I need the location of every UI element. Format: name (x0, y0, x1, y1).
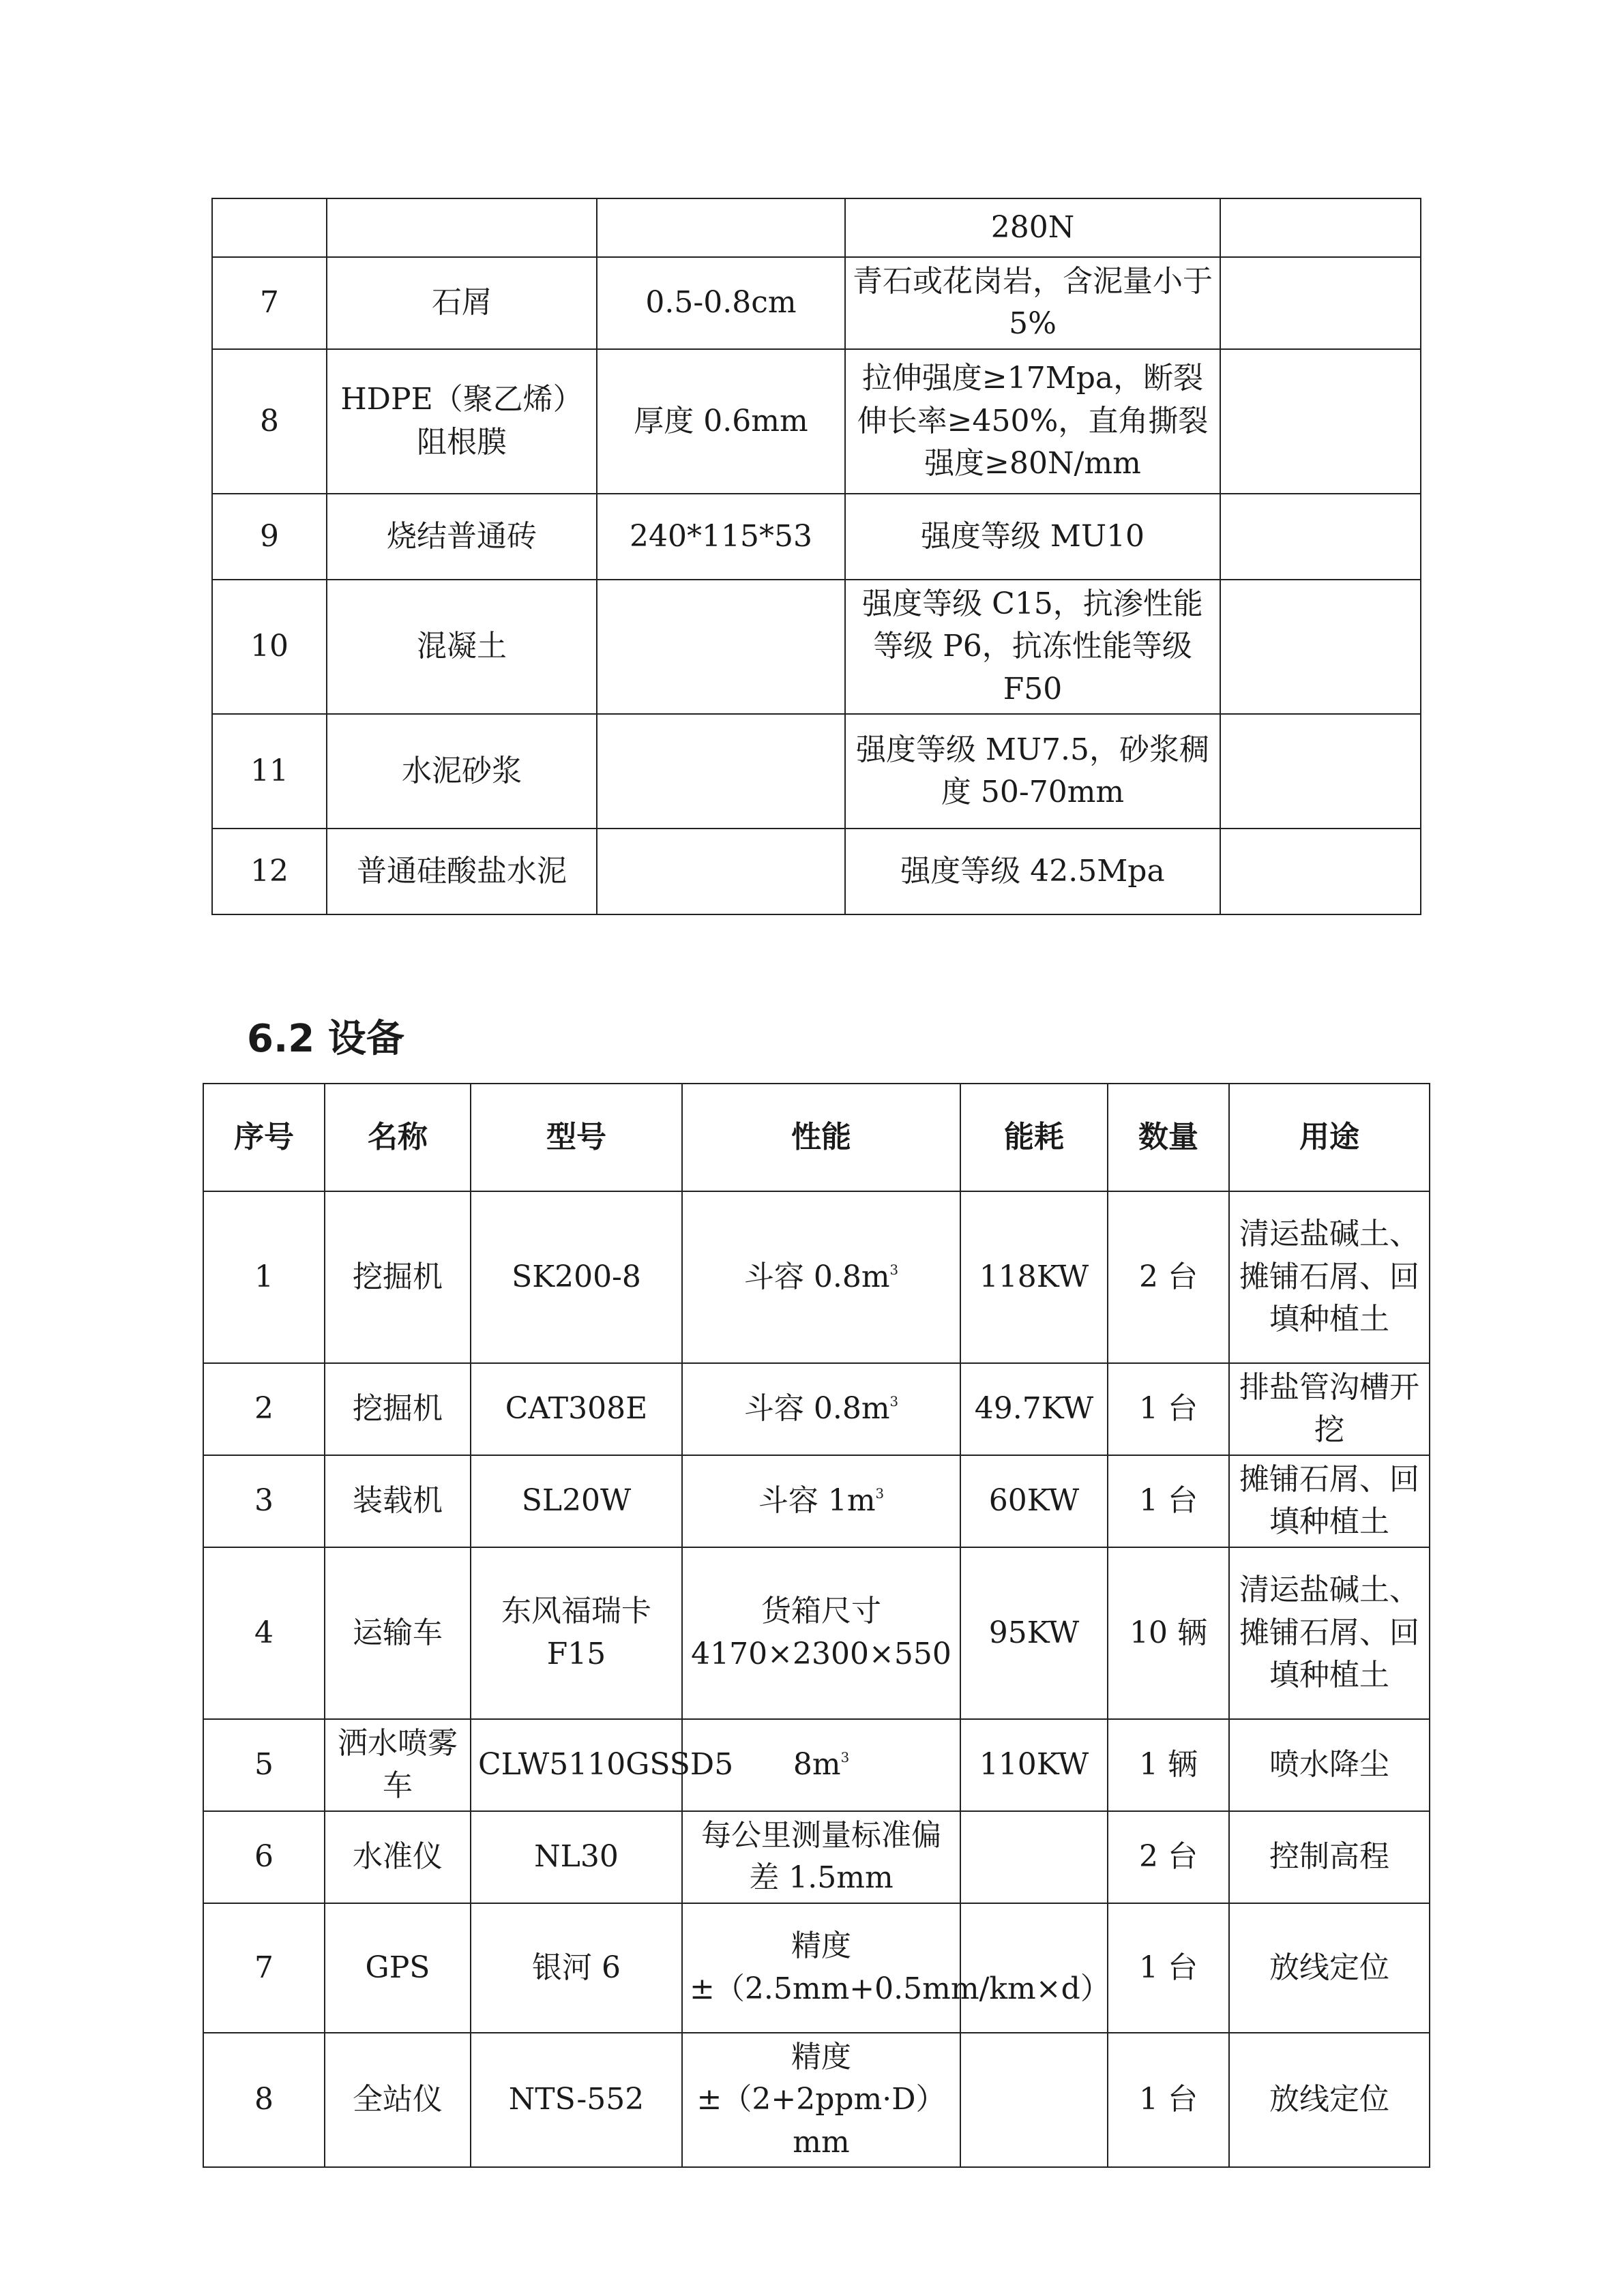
material-note (1220, 829, 1421, 914)
equipment-use: 控制高程 (1229, 1811, 1430, 1903)
equipment-power: 95KW (960, 1547, 1108, 1719)
material-performance: 强度等级 MU7.5，砂浆稠度 50-70mm (845, 714, 1220, 829)
superscript: 3 (875, 1486, 885, 1502)
material-note (1220, 580, 1421, 714)
performance-text: 8m (793, 1747, 841, 1783)
row-number: 7 (203, 1903, 325, 2033)
materials-table (211, 198, 1421, 915)
equipment-model: NL30 (471, 1811, 682, 1903)
row-number: 8 (212, 349, 327, 494)
table-row (203, 1903, 1430, 2033)
equipment-quantity: 1 辆 (1108, 1719, 1229, 1811)
material-spec: 厚度 0.6mm (597, 349, 845, 494)
material-performance: 青石或花岗岩，含泥量小于 5% (845, 257, 1220, 349)
table-row (212, 494, 1421, 580)
performance-text: 斗容 0.8m (743, 1259, 890, 1294)
equipment-quantity: 1 台 (1108, 1455, 1229, 1547)
table-row (203, 1547, 1430, 1719)
header-performance: 性能 (682, 1084, 960, 1191)
row-number: 9 (212, 494, 327, 580)
equipment-quantity: 10 辆 (1108, 1547, 1229, 1719)
material-note (1220, 257, 1421, 349)
equipment-power (960, 2033, 1108, 2167)
equipment-power (960, 1811, 1108, 1903)
row-number: 6 (203, 1811, 325, 1903)
header-no: 序号 (203, 1084, 325, 1191)
material-name: 混凝土 (327, 580, 597, 714)
table-row (203, 1719, 1430, 1811)
superscript: 3 (889, 1394, 899, 1410)
row-number (212, 198, 327, 257)
equipment-performance (682, 1547, 960, 1719)
equipment-performance (682, 1811, 960, 1903)
table-row (203, 1811, 1430, 1903)
equipment-use: 摊铺石屑、回填种植土 (1229, 1455, 1430, 1547)
equipment-model: 东风福瑞卡 F15 (471, 1547, 682, 1719)
material-note (1220, 198, 1421, 257)
equipment-model: SK200-8 (471, 1191, 682, 1363)
superscript: 3 (889, 1262, 899, 1278)
header-use: 用途 (1229, 1084, 1430, 1191)
material-performance: 拉伸强度≥17Mpa，断裂伸长率≥450%，直角撕裂强度≥80N/mm (845, 349, 1220, 494)
material-performance: 强度等级 MU10 (845, 494, 1220, 580)
header-name: 名称 (325, 1084, 471, 1191)
equipment-use: 放线定位 (1229, 1903, 1430, 2033)
equipment-quantity: 2 台 (1108, 1191, 1229, 1363)
equipment-model: CAT308E (471, 1363, 682, 1455)
superscript: 3 (840, 1750, 850, 1766)
equipment-performance (682, 1455, 960, 1547)
row-number: 5 (203, 1719, 325, 1811)
equipment-name: 挖掘机 (325, 1191, 471, 1363)
table-row (212, 257, 1421, 349)
table-row (203, 1191, 1430, 1363)
material-performance: 强度等级 42.5Mpa (845, 829, 1220, 914)
performance-text: 精度±（2+2ppm·D）mm (696, 2039, 946, 2160)
material-performance: 280N (845, 198, 1220, 257)
equipment-use: 排盐管沟槽开挖 (1229, 1363, 1430, 1455)
equipment-name: GPS (325, 1903, 471, 2033)
equipment-name: 全站仪 (325, 2033, 471, 2167)
section-heading: 6.2 设备 (247, 1017, 404, 1061)
equipment-quantity: 1 台 (1108, 1363, 1229, 1455)
material-name: HDPE（聚乙烯）阻根膜 (327, 349, 597, 494)
table-row (212, 349, 1421, 494)
material-spec: 0.5-0.8cm (597, 257, 845, 349)
equipment-table (203, 1083, 1430, 2168)
table-row (203, 1363, 1430, 1455)
material-note (1220, 494, 1421, 580)
equipment-use: 喷水降尘 (1229, 1719, 1430, 1811)
equipment-use: 清运盐碱土、摊铺石屑、回填种植土 (1229, 1191, 1430, 1363)
equipment-power: 110KW (960, 1719, 1108, 1811)
row-number: 7 (212, 257, 327, 349)
material-performance: 强度等级 C15，抗渗性能等级 P6，抗冻性能等级 F50 (845, 580, 1220, 714)
equipment-use: 放线定位 (1229, 2033, 1430, 2167)
performance-text: 精度±（2.5mm+0.5mm/km×d） (690, 1928, 1110, 2006)
equipment-name: 挖掘机 (325, 1363, 471, 1455)
table-row (212, 829, 1421, 914)
equipment-performance (682, 1363, 960, 1455)
equipment-model: NTS-552 (471, 2033, 682, 2167)
equipment-use: 清运盐碱土、摊铺石屑、回填种植土 (1229, 1547, 1430, 1719)
row-number: 12 (212, 829, 327, 914)
material-spec: 240*115*53 (597, 494, 845, 580)
material-spec (597, 714, 845, 829)
equipment-quantity: 2 台 (1108, 1811, 1229, 1903)
equipment-performance (682, 1191, 960, 1363)
equipment-model: SL20W (471, 1455, 682, 1547)
equipment-power: 49.7KW (960, 1363, 1108, 1455)
table-row (212, 714, 1421, 829)
material-name: 烧结普通砖 (327, 494, 597, 580)
table-row (212, 580, 1421, 714)
row-number: 2 (203, 1363, 325, 1455)
material-spec (597, 829, 845, 914)
equipment-power: 118KW (960, 1191, 1108, 1363)
header-model: 型号 (471, 1084, 682, 1191)
equipment-power (960, 1903, 1108, 2033)
row-number: 10 (212, 580, 327, 714)
performance-text: 斗容 1m (758, 1483, 876, 1519)
material-spec (597, 198, 845, 257)
row-number: 1 (203, 1191, 325, 1363)
material-name (327, 198, 597, 257)
row-number: 3 (203, 1455, 325, 1547)
table-row (203, 1455, 1430, 1547)
material-spec (597, 580, 845, 714)
material-name: 石屑 (327, 257, 597, 349)
material-note (1220, 714, 1421, 829)
equipment-power: 60KW (960, 1455, 1108, 1547)
header-power: 能耗 (960, 1084, 1108, 1191)
material-name: 水泥砂浆 (327, 714, 597, 829)
equipment-model: 银河 6 (471, 1903, 682, 2033)
table-header-row (203, 1084, 1430, 1191)
table-row (203, 2033, 1430, 2167)
equipment-quantity: 1 台 (1108, 1903, 1229, 2033)
material-note (1220, 349, 1421, 494)
equipment-name: 装载机 (325, 1455, 471, 1547)
table-row (212, 198, 1421, 257)
equipment-performance (682, 1903, 1110, 2033)
equipment-name: 水准仪 (325, 1811, 471, 1903)
equipment-name: 洒水喷雾车 (325, 1719, 471, 1811)
row-number: 8 (203, 2033, 325, 2167)
performance-text: 货箱尺寸 4170×2300×550 (691, 1594, 951, 1671)
material-name: 普通硅酸盐水泥 (327, 829, 597, 914)
equipment-model: CLW5110GSSD5 (471, 1719, 682, 1811)
row-number: 4 (203, 1547, 325, 1719)
row-number: 11 (212, 714, 327, 829)
performance-text: 斗容 0.8m (743, 1391, 890, 1427)
performance-text: 每公里测量标准偏差 1.5mm (701, 1817, 941, 1896)
equipment-quantity: 1 台 (1108, 2033, 1229, 2167)
equipment-performance (682, 2033, 960, 2167)
header-quantity: 数量 (1108, 1084, 1229, 1191)
equipment-name: 运输车 (325, 1547, 471, 1719)
